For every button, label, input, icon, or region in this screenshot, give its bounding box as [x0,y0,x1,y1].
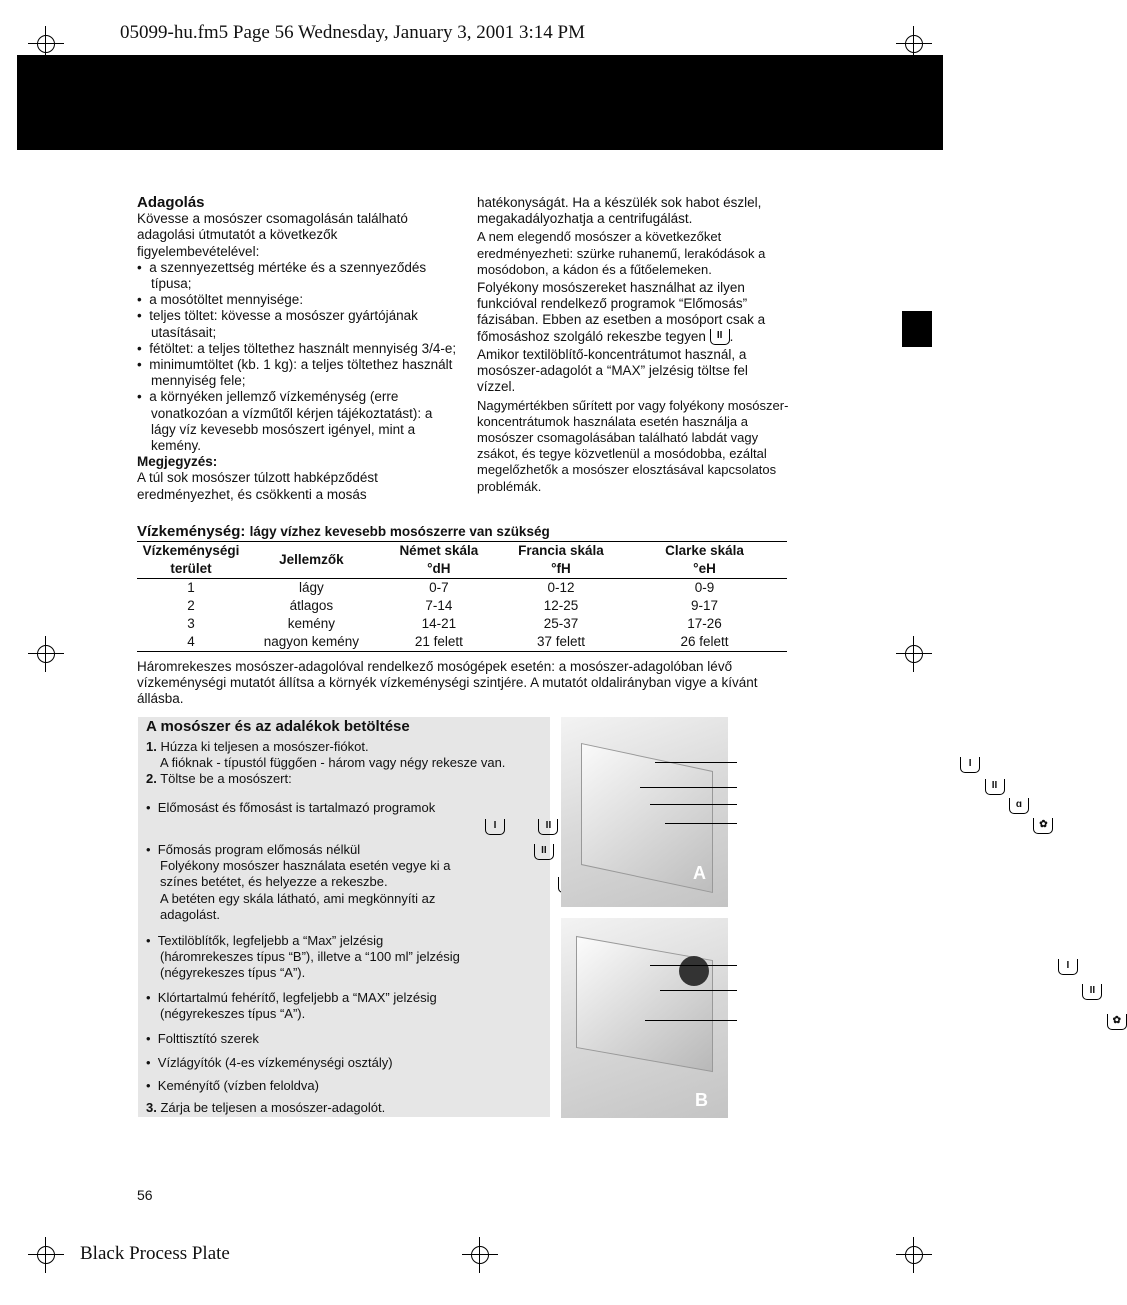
paragraph: Amikor textilöblítő-koncentrátumot használ, a mosószer-adagolót a “MAX” jelzésig töltse fel vízzel. [477,347,748,395]
leader-line [650,804,737,805]
hardness-table [137,541,787,652]
crop-mark [462,1237,498,1273]
list-item: • fétöltet: a teljes töltethez használt mennyiség 3/4-e; [137,340,457,356]
detergent-item: • Főmosás program előmosás nélkül [146,842,361,857]
step-1-note: A fióknak - típustól függően - három vagy négy rekesze van. [160,755,506,770]
detergent-item-note: A betéten egy skála látható, ami megkönnyíti az adagolást. [160,891,436,922]
list-item: • a mosótöltet mennyisége: [137,292,304,308]
figure-label: B [695,1090,708,1110]
detergent-item: • Keményítő (vízben feloldva) [146,1078,319,1093]
table-row: 2 átlagos 7-14 12-25 9-17 [187,598,719,613]
column-header: Jellemzők [279,552,344,567]
table-row: 4 nagyon kemény 21 felett 37 felett 26 felett [137,633,787,652]
softener-flower-icon: ✿ [1107,1014,1127,1030]
prewash-icon: I [1058,959,1078,975]
crop-mark [28,1237,64,1273]
crop-mark [896,636,932,672]
page-number: 56 [137,1187,153,1203]
leader-line [655,762,737,763]
paragraph: Nagymértékben sűrített por vagy folyékony mosószer-koncentrátumok használata esetén használja a mosószer csomagolásában található labdát vagy zsákot, és tegye közvetlenül a mosódobba, ezáltal megelőzhetők a mosószer elosztásával kapcsolatos problémák. [477,397,789,494]
leader-line [665,823,737,824]
hardness-heading: Vízkeménység: lágy vízhez kevesebb mosószerre van szükség [137,523,550,540]
dosing-section-continued [477,195,789,495]
detergent-item-note: Folyékony mosószer használata esetén vegye ki a színes betétet, és helyezze a rekeszbe. [160,858,451,889]
section-title: Adagolás [137,194,205,211]
main-wash-icon: II [534,844,554,860]
main-wash-icon: II [1082,984,1102,1000]
leader-line [650,965,737,966]
dispenser-photo-a [561,717,728,907]
table-row: 1 lágy 0-7 0-12 0-9 [187,580,715,595]
note-title: Megjegyzés: [137,454,218,470]
table-row: 3 kemény 14-21 25-37 17-26 [187,616,722,631]
leader-line [645,1020,737,1021]
intro-text: Kövesse a mosószer csomagolásán található adagolási útmutatót a következők figyelembevételével: [137,211,408,259]
step-3: 3. Zárja be teljesen a mosószer-adagolót. [146,1100,386,1115]
list-item: • a környéken jellemző vízkeménység (erre vonatkozóan a vízműtől kérjen tájékoztatást): a lágy víz kevesebb mosószert igényel, mint a kemény. [137,389,433,454]
detergent-item: • Textilöblítők, legfeljebb a “Max” jelzésig (háromrekeszes típus “B”), illetve a “100 ml” jelzésig (négyrekeszes típus “A”). [146,933,460,980]
step-2: 2. Töltse be a mosószert: [146,771,292,786]
note-text: A túl sok mosószer túlzott habképződést eredményezhet, és csökkenti a mosás [137,470,378,502]
crop-mark [28,636,64,672]
prewash-icon: I [960,757,980,773]
leader-line [660,990,737,991]
main-wash-icon: II [985,779,1005,795]
print-header: 05099-hu.fm5 Page 56 Wednesday, January 3, 2001 3:14 PM [120,22,585,43]
detergent-item: • Klórtartalmú fehérítő, legfeljebb a “MAX” jelzésig (négyrekeszes típus “A”). [146,990,437,1021]
column-header: Német skála °dH [399,543,479,576]
paragraph: A nem elegendő mosószer a következőket eredményezheti: szürke ruhanemű, lerakódások a mosódobon, a kádon és a fűtőelemeken. [477,229,766,277]
dosing-section [137,195,457,503]
box-title: A mosószer és az adalékok betöltése [146,718,410,735]
main-wash-icon: II [710,329,730,345]
page-tab-marker [902,311,932,347]
main-wash-icon: II [538,819,558,835]
paragraph: hatékonyságát. Ha a készülék sok habot észlel, megakadályozhatja a centrifugálást. [477,195,762,227]
softener-flower-icon: ✿ [1033,818,1053,834]
detergent-item: • Vízlágyítók (4-es vízkeménységi osztály) [146,1055,393,1070]
list-item: • teljes töltet: kövesse a mosószer gyártójának utasításait; [137,308,418,340]
hardness-note: Háromrekeszes mosószer-adagolóval rendelkező mosógépek esetén: a mosószer-adagolóban lévő vízkeménységi mutatót állítsa a környék vízkeménységi szintjére. A mutatót oldalirányban vigye a kívánt állásba. [137,659,758,707]
bleach-icon: ɑ [1009,798,1029,814]
detergent-item: • Folttisztító szerek [146,1031,259,1046]
loading-instructions [146,719,546,787]
crop-mark [896,1237,932,1273]
dispenser-photo-b [561,918,728,1118]
column-header: Clarke skála °eH [665,543,744,576]
plate-label: Black Process Plate [80,1243,230,1264]
list-item: • a szennyezettség mértéke és a szennyeződés típusa; [137,259,427,292]
column-header: Vízkeménységi terület [142,543,240,576]
header-bar [17,55,943,150]
table-header-row [137,542,787,579]
leader-line [640,787,737,788]
detergent-item: • Előmosást és főmosást is tartalmazó programok [146,800,436,815]
list-item: • minimumtöltet (kb. 1 kg): a teljes töltethez használt mennyiség fele; [137,357,453,389]
paragraph: Folyékony mosószereket használhat az ilyen funkcióval rendelkező programok “Előmosás” fázisában. Ebben az esetben a mosóport csak a főmosáshoz szolgáló rekeszbe tegyen II . [477,280,766,344]
figure-label: A [693,863,706,883]
step-1: 1. Húzza ki teljesen a mosószer-fiókot. [146,739,369,754]
prewash-icon: I [485,819,505,835]
column-header: Francia skála °fH [518,543,604,576]
